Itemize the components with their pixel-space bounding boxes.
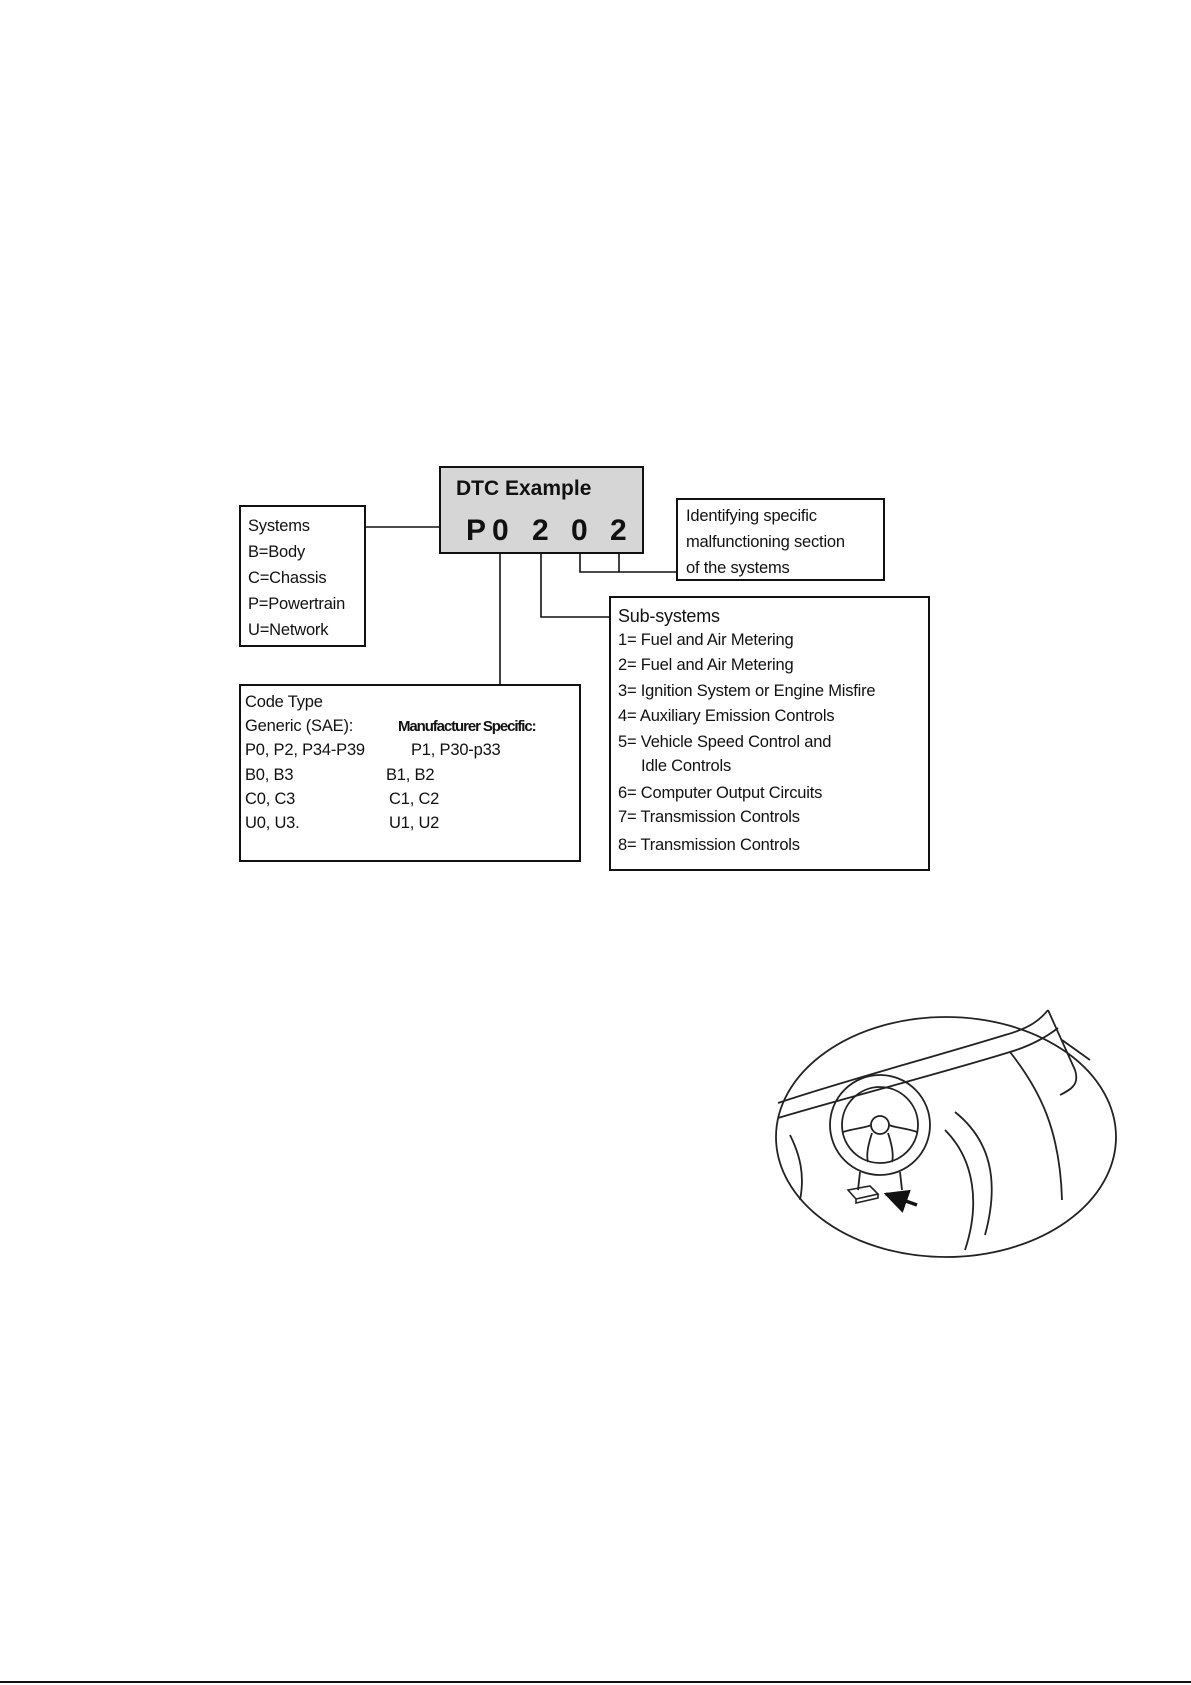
dash-lower — [1010, 1052, 1062, 1200]
code-char-system: P — [466, 514, 487, 547]
steering-hub — [871, 1116, 889, 1134]
code-char-subsystem: 2 — [532, 514, 549, 547]
generic-code-u: U0, U3. — [245, 814, 300, 832]
manufacturer-code-c: C1, C2 — [389, 790, 440, 808]
generic-label: Generic (SAE): — [245, 717, 354, 735]
left-dash — [790, 1135, 802, 1200]
manufacturer-code-b: B1, B2 — [386, 766, 435, 784]
obd-port-icon — [848, 1186, 878, 1203]
systems-item-powertrain: P=Powertrain — [248, 595, 346, 613]
console-curve — [955, 1112, 992, 1235]
code-type-title: Code Type — [245, 693, 323, 711]
console-curve-2 — [945, 1130, 973, 1250]
subsystems-item: 8= Transmission Controls — [618, 836, 800, 854]
steering-wheel-inner — [842, 1087, 918, 1163]
generic-code-c: C0, C3 — [245, 790, 296, 808]
systems-item-body: B=Body — [248, 543, 306, 561]
identifying-line-3: of the systems — [686, 559, 790, 577]
manufacturer-code-u: U1, U2 — [389, 814, 440, 832]
code-char-section-1: 0 — [571, 514, 588, 547]
steering-spoke-left — [843, 1125, 871, 1132]
systems-item-network: U=Network — [248, 621, 329, 639]
dtc-example-title: DTC Example — [456, 477, 592, 500]
dashboard-illustration — [776, 1010, 1116, 1257]
subsystems-item: 1= Fuel and Air Metering — [618, 631, 794, 649]
manufacturer-label: Manufacturer Specific: — [398, 718, 536, 735]
generic-code-p: P0, P2, P34-P39 — [245, 741, 365, 759]
steering-spoke-right — [889, 1125, 917, 1132]
obd-pointer-arrow — [886, 1194, 917, 1205]
identifying-line-2: malfunctioning section — [686, 533, 845, 551]
subsystems-item: 2= Fuel and Air Metering — [618, 656, 794, 674]
systems-title: Systems — [248, 517, 310, 535]
manufacturer-code-p: P1, P30-p33 — [411, 741, 501, 759]
identifying-line-1: Identifying specific — [686, 507, 817, 525]
steering-spoke-bottom — [867, 1133, 893, 1162]
generic-code-b: B0, B3 — [245, 766, 294, 784]
dashboard-edge-2 — [778, 1028, 1058, 1118]
subsystems-item: 7= Transmission Controls — [618, 808, 800, 826]
code-char-type: 0 — [492, 514, 509, 547]
code-char-section-2: 2 — [610, 514, 627, 547]
footer-rule — [0, 1681, 1191, 1683]
windshield-corner — [1048, 1010, 1076, 1095]
subsystems-item: 4= Auxiliary Emission Controls — [618, 707, 835, 725]
subsystems-item: 3= Ignition System or Engine Misfire — [618, 682, 876, 700]
systems-item-chassis: C=Chassis — [248, 569, 327, 587]
subsystems-item: 5= Vehicle Speed Control and — [618, 733, 832, 751]
subsystems-item: 6= Computer Output Circuits — [618, 784, 823, 802]
subsystems-item-continued: Idle Controls — [641, 757, 732, 775]
subsystems-title: Sub-systems — [618, 606, 720, 626]
